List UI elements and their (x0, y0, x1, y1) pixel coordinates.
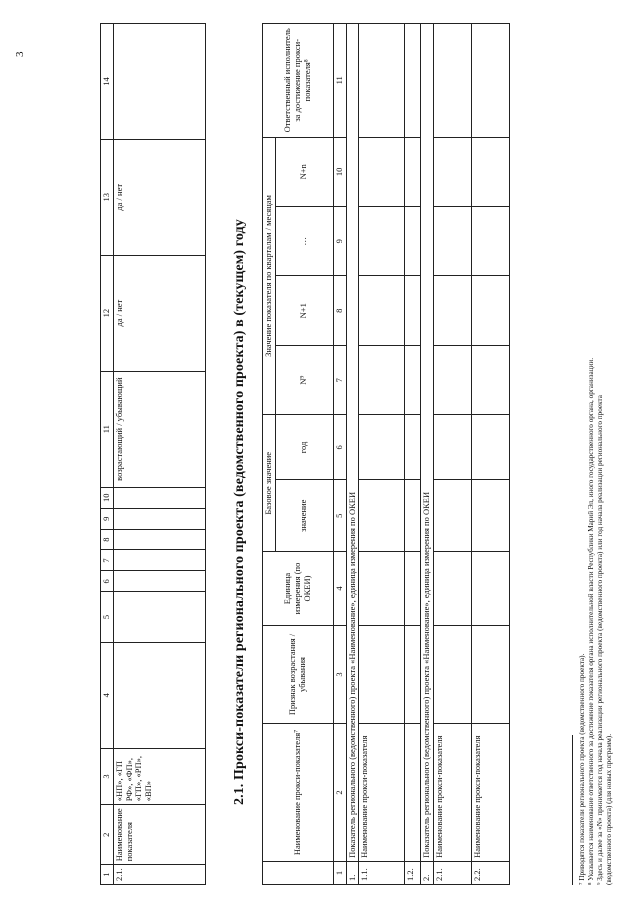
footnote-8: ⁸ Указывается наименование ответственного за достижение показателя органа исполнительной власти Республики Марий Эл, иного государственного органа, организации. (587, 357, 595, 885)
footnote-9-cont: (ведомственного проекта) (для новых программ). (605, 734, 613, 885)
col-num: 5 (101, 592, 114, 643)
footnote-7: ⁷ Приводятся показатели регионального проекта (ведомственного проекта). (578, 653, 586, 885)
row-number: 2.1. (113, 865, 205, 885)
col-num: 8 (333, 276, 346, 345)
row-number: 1.2. (405, 861, 421, 884)
col-num: 14 (101, 24, 114, 140)
col-num: 10 (333, 137, 346, 206)
col-num: 6 (101, 571, 114, 592)
col-num: 7 (333, 345, 346, 414)
header-responsible: Ответственный исполнитель за достижение прокси-показателя⁸ (263, 24, 334, 138)
header-q-n1: N+1 (275, 276, 333, 345)
proxy-indicators-table (262, 23, 510, 885)
col-num: 1 (333, 861, 346, 884)
header-sign: Признак возрастания / убывания (263, 625, 334, 723)
col-num: 9 (333, 207, 346, 276)
col-num: 6 (333, 415, 346, 480)
header-quarters: Значение показателя по кварталам / месяцам (263, 137, 276, 415)
header-unit: Единица измерения (по ОКЕИ) (263, 552, 334, 626)
header-base: Базовое значение (263, 415, 276, 552)
col-num: 7 (101, 550, 114, 571)
proxy-indicator-name: Наименование прокси-показателя (472, 724, 510, 862)
col-num: 8 (101, 529, 114, 550)
col-num: 10 (101, 487, 114, 508)
col-num: 4 (333, 552, 346, 626)
footnote-9: ⁹ Здесь и далее за «N» принимается год начала реализации регионального проекта (ведомственного проекта) или год начала реализации регионального проекта (596, 395, 604, 885)
row-number: 1.1. (359, 861, 405, 884)
header-name: Наименование прокси-показателя⁷ (263, 724, 334, 862)
trend-options: возрастающий / убывающий (113, 371, 205, 487)
col-num: 11 (333, 24, 346, 138)
col-num: 2 (333, 724, 346, 862)
col-num: 9 (101, 508, 114, 529)
yes-no-options: да / нет (113, 255, 205, 371)
indicator-name: Наименование показателя (113, 805, 205, 865)
header-base-value: значение (275, 480, 333, 552)
col-num: 3 (101, 748, 114, 805)
page-number: 3 (14, 51, 26, 57)
col-num: 2 (101, 805, 114, 865)
row-number: 2.2. (472, 861, 510, 884)
section-row-text: Показатель регионального (ведомственного) проекта «Наименование», единица измерения по ОКЕИ (346, 24, 359, 862)
project-type-options: «НП», «ГП РФ», «ФП», «ГП», «РП», «ВП» (113, 748, 205, 805)
proxy-indicator-name: Наименование прокси-показателя (359, 724, 405, 862)
footnote-rule (572, 735, 573, 885)
proxy-indicator-name: Наименование прокси-показателя (434, 724, 472, 862)
col-num: 1 (101, 865, 114, 885)
col-num: 5 (333, 480, 346, 552)
header-q-dots: … (275, 207, 333, 276)
col-num: 4 (101, 642, 114, 748)
row-number: 2.1. (434, 861, 472, 884)
col-num: 3 (333, 625, 346, 723)
row-number: 1. (346, 861, 359, 884)
col-num: 12 (101, 255, 114, 371)
top-table (100, 23, 206, 885)
header-q-nn: N+n (275, 137, 333, 206)
header-q-n: N⁹ (275, 345, 333, 414)
section-row-text: Показатель регионального (ведомственного) проекта «Наименование», единица измерения по ОКЕИ (421, 24, 434, 862)
col-num: 11 (101, 371, 114, 487)
section-title: 2.1. Прокси-показатели регионального проекта (ведомственного проекта) в (текущем) году (232, 219, 247, 805)
row-number: 2. (421, 861, 434, 884)
col-num: 13 (101, 139, 114, 255)
header-base-year: год (275, 415, 333, 480)
yes-no-options: да / нет (113, 139, 205, 255)
